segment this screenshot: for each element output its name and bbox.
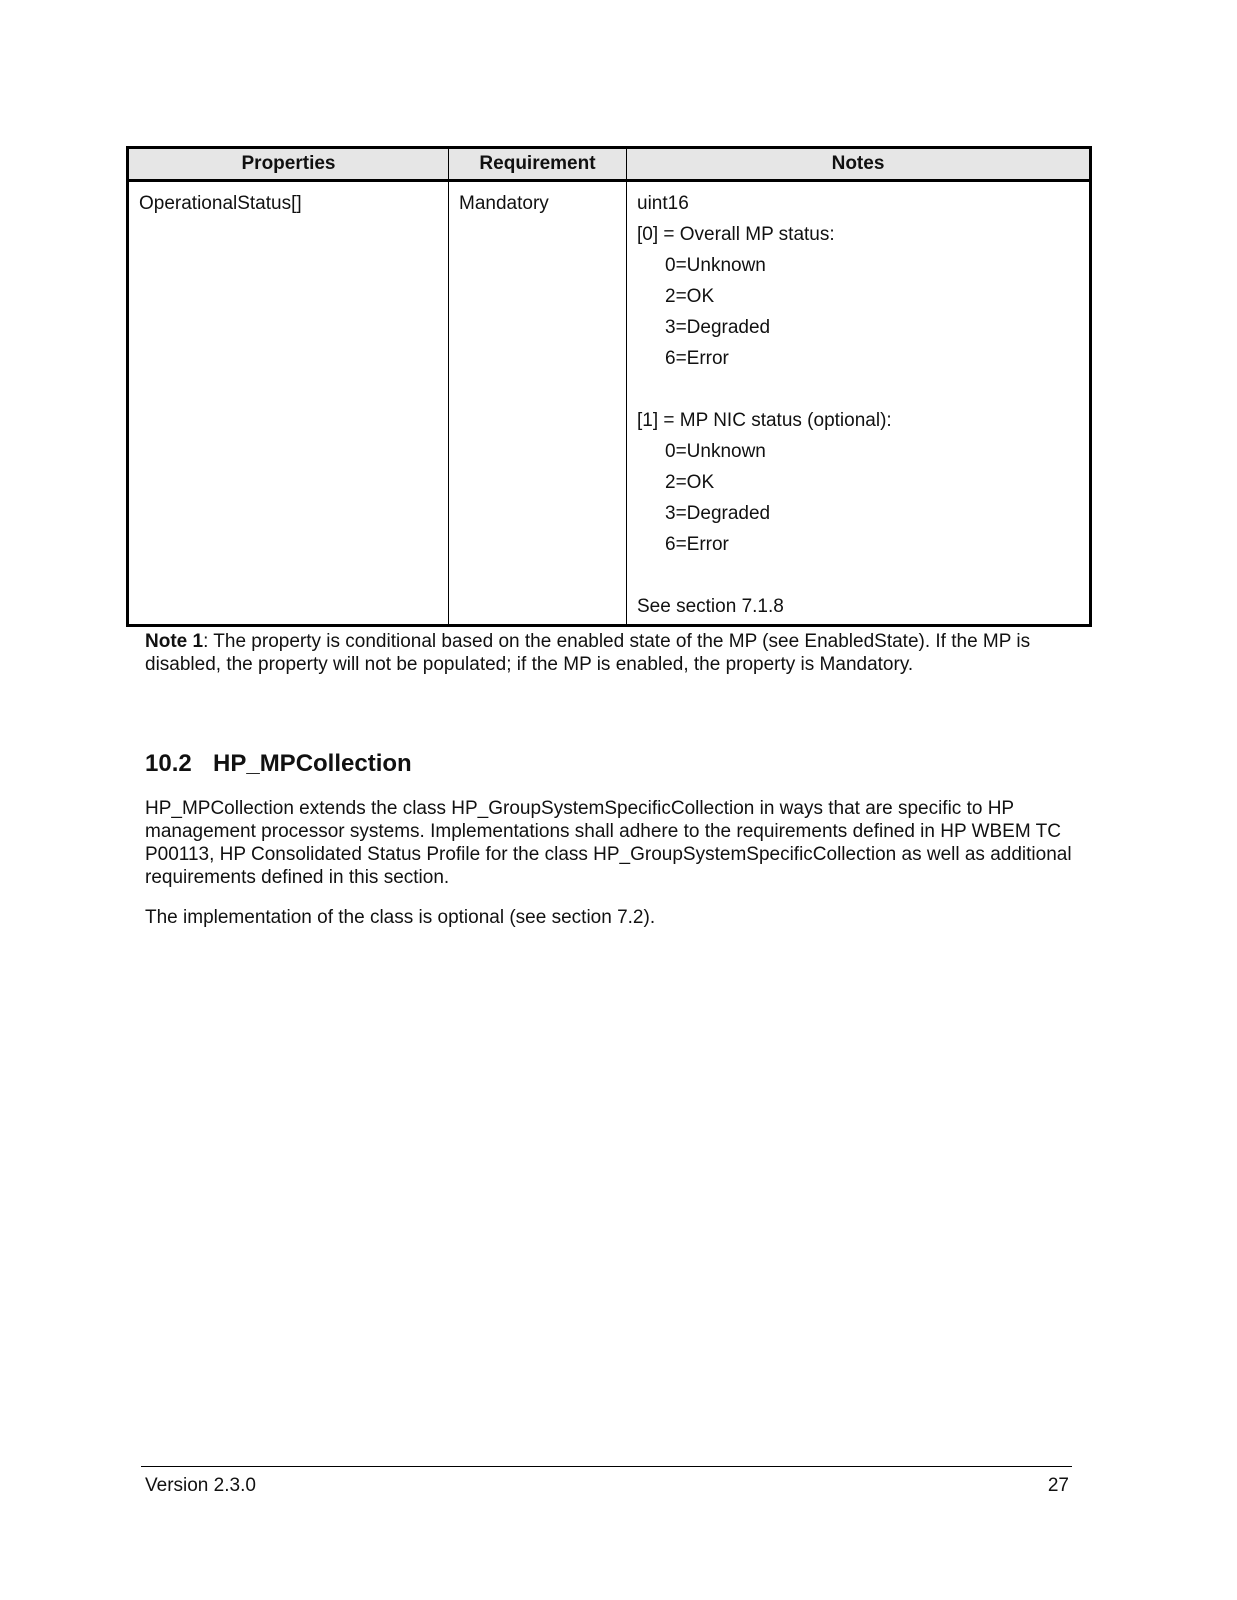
table-header-row bbox=[128, 148, 1091, 181]
section-paragraph: The implementation of the class is optional (see section 7.2). bbox=[145, 907, 656, 928]
notes-line: 0=Unknown bbox=[665, 441, 766, 462]
section-heading bbox=[145, 750, 412, 778]
table-note bbox=[145, 630, 1090, 676]
notes-line: 3=Degraded bbox=[665, 503, 771, 524]
header-requirement: Requirement bbox=[449, 148, 627, 181]
notes-line: [0] = Overall MP status: bbox=[637, 224, 835, 245]
notes-line: 2=OK bbox=[665, 472, 715, 493]
notes-line: 2=OK bbox=[665, 286, 715, 307]
notes-cell bbox=[627, 181, 1091, 626]
requirement-cell: Mandatory bbox=[449, 181, 627, 626]
notes-line: uint16 bbox=[637, 193, 689, 214]
notes-line bbox=[637, 374, 1079, 405]
notes-line: 6=Error bbox=[665, 348, 729, 369]
footer-version: Version 2.3.0 bbox=[145, 1475, 256, 1496]
notes-line: 6=Error bbox=[665, 534, 729, 555]
footer-page-number: 27 bbox=[1047, 1475, 1069, 1496]
properties-table bbox=[126, 146, 1092, 627]
section-number: 10.2 bbox=[145, 750, 192, 777]
notes-line: 3=Degraded bbox=[665, 317, 771, 338]
footer-divider bbox=[141, 1466, 1072, 1467]
header-properties: Properties bbox=[128, 148, 449, 181]
property-cell: OperationalStatus[] bbox=[128, 181, 449, 626]
section-paragraph: HP_MPCollection extends the class HP_GroupSystemSpecificCollection in ways that are specific to HP management processor systems. Implementations shall adhere to the requirements defined in HP WBEM TC P00113, HP Consolidated Status Profile for the class HP_GroupSystemSpecificCollection as well as additional requirements defined in this section. bbox=[145, 798, 1072, 888]
notes-line bbox=[637, 560, 1079, 591]
section-title: HP_MPCollection bbox=[213, 750, 412, 777]
note-text: : The property is conditional based on the enabled state of the MP (see EnabledState). If the MP is disabled, the property will not be populated; if the MP is enabled, the property is Mandatory. bbox=[145, 631, 1031, 675]
note-label: Note 1 bbox=[145, 631, 204, 652]
header-notes: Notes bbox=[627, 148, 1091, 181]
table-row bbox=[128, 181, 1091, 626]
notes-line: See section 7.1.8 bbox=[637, 596, 784, 617]
notes-line: [1] = MP NIC status (optional): bbox=[637, 410, 892, 431]
notes-line: 0=Unknown bbox=[665, 255, 766, 276]
